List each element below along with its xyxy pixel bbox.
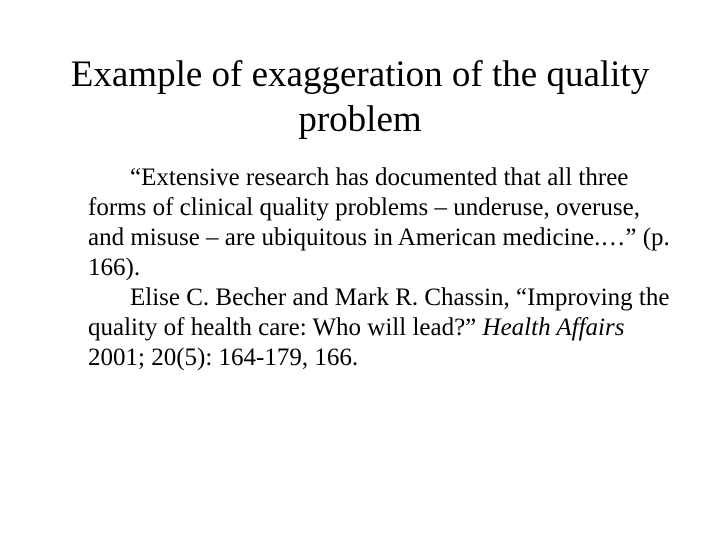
citation-journal: Health Affairs — [482, 314, 625, 341]
quote-paragraph: “Extensive research has documented that all three forms of clinical quality problems – underuse, overuse, and misuse – are ubiquitous in American medicine.…” (p. 166). — [88, 164, 670, 281]
citation-paragraph — [88, 283, 678, 373]
slide-title: Example of exaggeration of the quality problem — [70, 54, 650, 140]
slide-body — [88, 163, 678, 373]
citation-details: 2001; 20(5): 164-179, 166. — [88, 344, 359, 371]
citation-authors-article: Elise C. Becher and Mark R. Chassin, “Improving the quality of health care: Who will lead?” — [88, 284, 670, 341]
